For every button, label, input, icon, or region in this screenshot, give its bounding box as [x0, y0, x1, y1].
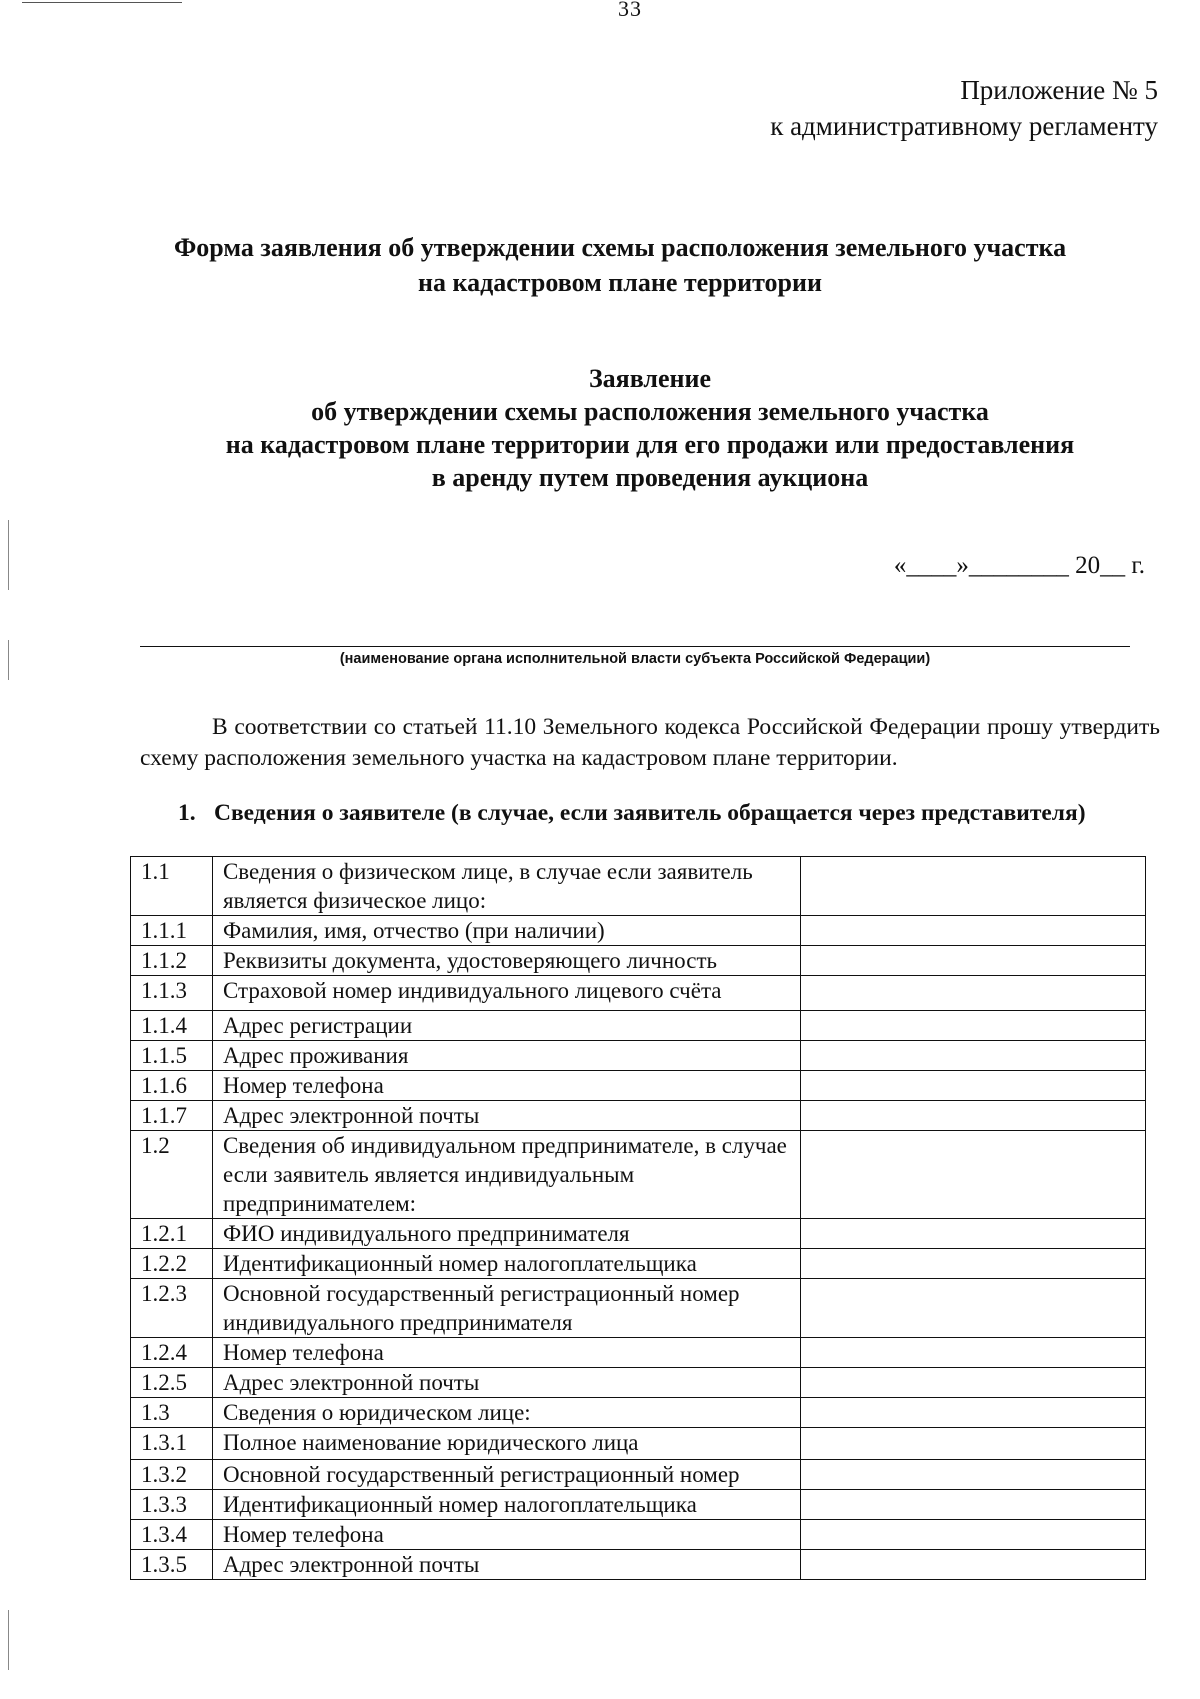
appendix-reference: к административному регламенту: [770, 111, 1158, 141]
row-label: Адрес регистрации: [212, 1011, 800, 1041]
row-value-field[interactable]: [800, 1520, 1145, 1550]
row-label: Полное наименование юридического лица: [212, 1428, 800, 1460]
table-row: [131, 1041, 1146, 1071]
table-row: [131, 1101, 1146, 1131]
row-label: Основной государственный регистрационный номер индивидуального предпринимателя: [212, 1279, 800, 1338]
row-code: 1.3.3: [131, 1490, 213, 1520]
table-row: [131, 916, 1146, 946]
row-value-field[interactable]: [800, 946, 1145, 976]
row-value-field[interactable]: [800, 1131, 1145, 1219]
table-row: [131, 1520, 1146, 1550]
table-row: [131, 976, 1146, 1011]
row-value-field[interactable]: [800, 1041, 1145, 1071]
row-code: 1.3.2: [131, 1460, 213, 1490]
row-code: 1.1.7: [131, 1101, 213, 1131]
table-row: [131, 1550, 1146, 1580]
row-value-field[interactable]: [800, 916, 1145, 946]
application-title-line: в аренду путем проведения аукциона: [431, 463, 869, 492]
scan-artifact-line: [22, 2, 182, 3]
row-code: 1.2: [131, 1131, 213, 1219]
table-row: [131, 946, 1146, 976]
row-label: Адрес электронной почты: [212, 1101, 800, 1131]
form-title: [120, 230, 1120, 300]
table-row: [131, 1338, 1146, 1368]
row-value-field[interactable]: [800, 1550, 1145, 1580]
row-code: 1.2.5: [131, 1368, 213, 1398]
row-code: 1.3.1: [131, 1428, 213, 1460]
row-code: 1.1.3: [131, 976, 213, 1011]
row-code: 1.1: [131, 857, 213, 916]
page-number: 33: [618, 0, 642, 21]
row-code: 1.1.1: [131, 916, 213, 946]
row-value-field[interactable]: [800, 1460, 1145, 1490]
application-title-line: на кадастровом плане территории для его продажи или предоставления: [225, 430, 1075, 459]
table-row: [131, 1398, 1146, 1428]
intro-paragraph: В соответствии со статьей 11.10 Земельного кодекса Российской Федерации прошу утвердить схему расположения земельного участка на кадастровом плане территории.: [140, 714, 1160, 771]
table-row: [131, 857, 1146, 916]
row-code: 1.2.2: [131, 1249, 213, 1279]
row-value-field[interactable]: [800, 1249, 1145, 1279]
table-row: [131, 1131, 1146, 1219]
table-row: [131, 1460, 1146, 1490]
row-label: Идентификационный номер налогоплательщика: [212, 1249, 800, 1279]
row-label: Идентификационный номер налогоплательщика: [212, 1490, 800, 1520]
binding-mark: [8, 520, 9, 590]
row-value-field[interactable]: [800, 1398, 1145, 1428]
row-code: 1.3: [131, 1398, 213, 1428]
row-code: 1.2.4: [131, 1338, 213, 1368]
row-code: 1.1.4: [131, 1011, 213, 1041]
binding-mark: [8, 1610, 9, 1670]
application-title-line: Заявление: [588, 364, 712, 393]
row-label: Страховой номер индивидуального лицевого счёта: [212, 976, 800, 1011]
form-title-line: Форма заявления об утверждении схемы расположения земельного участка: [173, 233, 1067, 262]
row-code: 1.3.5: [131, 1550, 213, 1580]
table-row: [131, 1219, 1146, 1249]
table-row: [131, 1011, 1146, 1041]
section-number: 1.: [178, 800, 196, 826]
form-title-line: на кадастровом плане территории: [418, 268, 822, 297]
row-code: 1.2.1: [131, 1219, 213, 1249]
binding-mark: [8, 640, 9, 680]
row-label: Адрес электронной почты: [212, 1368, 800, 1398]
row-label: ФИО индивидуального предпринимателя: [212, 1219, 800, 1249]
applicant-info-table: [130, 856, 1146, 1580]
appendix-number: Приложение № 5: [960, 75, 1158, 105]
row-code: 1.1.2: [131, 946, 213, 976]
row-value-field[interactable]: [800, 1219, 1145, 1249]
row-value-field[interactable]: [800, 1490, 1145, 1520]
row-label: Основной государственный регистрационный номер: [212, 1460, 800, 1490]
table-row: [131, 1071, 1146, 1101]
row-value-field[interactable]: [800, 1338, 1145, 1368]
row-code: 1.1.5: [131, 1041, 213, 1071]
row-value-field[interactable]: [800, 1011, 1145, 1041]
table-row: [131, 1368, 1146, 1398]
table-row: [131, 1249, 1146, 1279]
row-label: Адрес электронной почты: [212, 1550, 800, 1580]
row-value-field[interactable]: [800, 857, 1145, 916]
table-row: [131, 1279, 1146, 1338]
appendix-header: [770, 72, 1158, 144]
row-label: Сведения о юридическом лице:: [212, 1398, 800, 1428]
date-field: «____»________ 20__ г.: [893, 552, 1145, 579]
row-code: 1.2.3: [131, 1279, 213, 1338]
table-row: [131, 1490, 1146, 1520]
section-title: Сведения о заявителе (в случае, если заявитель обращается через представителя): [214, 800, 1086, 826]
authority-name-line: [140, 646, 1130, 647]
row-value-field[interactable]: [800, 1428, 1145, 1460]
row-label: Сведения об индивидуальном предпринимателе, в случае если заявитель является индивидуальным предпринимателем:: [212, 1131, 800, 1219]
section-heading: [178, 800, 1086, 827]
application-title-line: об утверждении схемы расположения земельного участка: [311, 397, 989, 426]
row-label: Адрес проживания: [212, 1041, 800, 1071]
row-label: Сведения о физическом лице, в случае если заявитель является физическое лицо:: [212, 857, 800, 916]
table-row: [131, 1428, 1146, 1460]
row-code: 1.1.6: [131, 1071, 213, 1101]
application-title: [120, 362, 1180, 494]
row-value-field[interactable]: [800, 1101, 1145, 1131]
row-code: 1.3.4: [131, 1520, 213, 1550]
authority-caption: (наименование органа исполнительной власти субъекта Российской Федерации): [339, 651, 931, 667]
row-label: Реквизиты документа, удостоверяющего личность: [212, 946, 800, 976]
row-label: Номер телефона: [212, 1338, 800, 1368]
row-value-field[interactable]: [800, 976, 1145, 1011]
row-label: Номер телефона: [212, 1071, 800, 1101]
row-value-field[interactable]: [800, 1279, 1145, 1338]
row-value-field[interactable]: [800, 1071, 1145, 1101]
row-label: Номер телефона: [212, 1520, 800, 1550]
row-label: Фамилия, имя, отчество (при наличии): [212, 916, 800, 946]
row-value-field[interactable]: [800, 1368, 1145, 1398]
